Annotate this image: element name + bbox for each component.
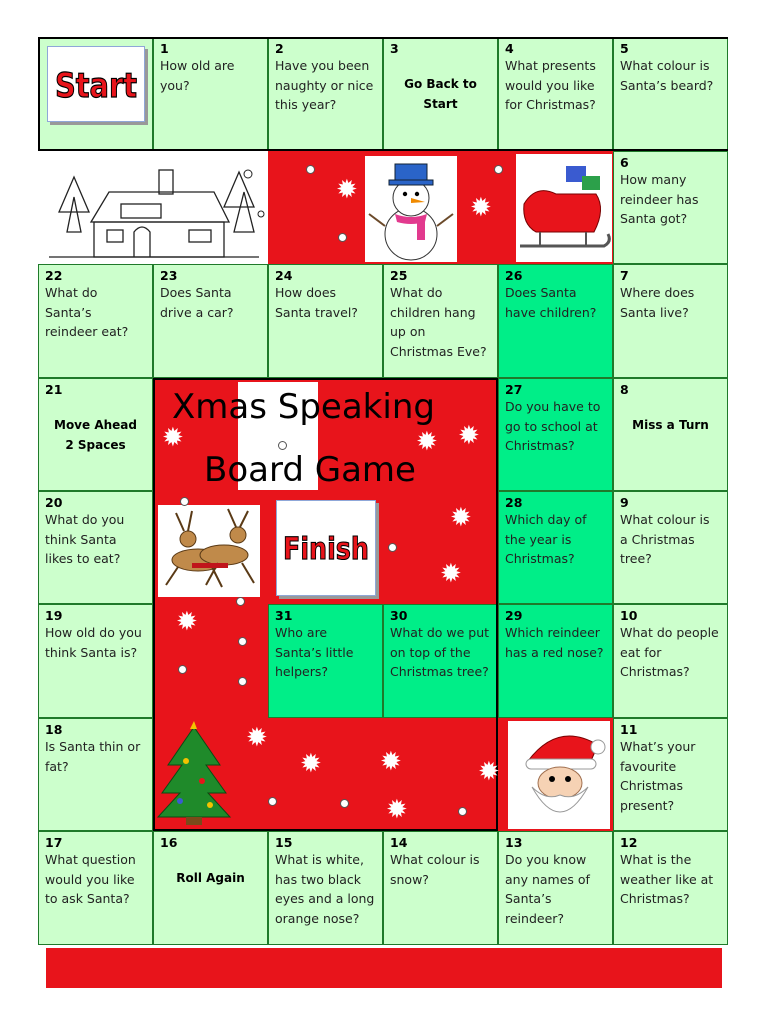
square-question: What is the weather like at Christmas?: [620, 852, 714, 906]
square-number: 31: [275, 608, 293, 623]
reindeer-image: [158, 505, 260, 597]
square-20[interactable]: [38, 491, 153, 604]
snow-dot: [238, 677, 247, 686]
square-question: What presents would you like for Christmas?: [505, 58, 596, 112]
square-question: Where does Santa live?: [620, 285, 695, 320]
square-31[interactable]: [268, 604, 383, 718]
square-number: 18: [45, 722, 63, 737]
square-24[interactable]: [268, 264, 383, 378]
square-17[interactable]: [38, 831, 153, 945]
square-2[interactable]: [268, 37, 383, 151]
square-22[interactable]: [38, 264, 153, 378]
square-15[interactable]: [268, 831, 383, 945]
square-number: 15: [275, 835, 293, 850]
snowflake-icon: ✹: [470, 193, 492, 223]
sleigh-image: [516, 154, 612, 262]
christmas-tree-icon: [156, 721, 232, 827]
title-line-2: Board Game: [204, 450, 416, 490]
snowflake-icon: ✹: [246, 723, 268, 753]
square-23[interactable]: [153, 264, 268, 378]
square-6[interactable]: [613, 151, 728, 264]
square-number: 23: [160, 268, 178, 283]
square-16[interactable]: [153, 831, 268, 945]
square-12[interactable]: [613, 831, 728, 945]
square-question: What do you think Santa likes to eat?: [45, 512, 125, 566]
square-30[interactable]: [383, 604, 498, 718]
snow-dot: [458, 807, 467, 816]
square-number: 4: [505, 41, 514, 56]
square-question: Does Santa drive a car?: [160, 285, 234, 320]
snowflake-icon: ✹: [450, 503, 472, 533]
square-28[interactable]: [498, 491, 613, 604]
square-number: 17: [45, 835, 63, 850]
start-square[interactable]: [38, 37, 153, 151]
snowflake-icon: ✹: [300, 749, 322, 779]
square-number: 7: [620, 268, 629, 283]
square-question: What do Santa’s reindeer eat?: [45, 285, 129, 339]
square-number: 14: [390, 835, 408, 850]
square-question: Have you been naughty or nice this year?: [275, 58, 374, 112]
square-7[interactable]: [613, 264, 728, 378]
square-number: 27: [505, 382, 523, 397]
snowman-image: [365, 156, 457, 262]
square-29[interactable]: [498, 604, 613, 718]
square-action: Go Back to Start: [404, 77, 477, 111]
square-number: 19: [45, 608, 63, 623]
square-number: 8: [620, 382, 629, 397]
square-10[interactable]: [613, 604, 728, 718]
square-question: What do children hang up on Christmas Eve?: [390, 285, 487, 359]
square-number: 13: [505, 835, 523, 850]
square-question: What colour is snow?: [390, 852, 480, 887]
square-question: What colour is a Christmas tree?: [620, 512, 710, 566]
square-question: Is Santa thin or fat?: [45, 739, 141, 774]
reindeer-icon: [158, 505, 260, 597]
snowflake-icon: ✹: [336, 175, 358, 205]
square-number: 1: [160, 41, 169, 56]
square-number: 11: [620, 722, 638, 737]
square-number: 20: [45, 495, 63, 510]
snow-dot: [388, 543, 397, 552]
square-4[interactable]: [498, 37, 613, 151]
square-number: 25: [390, 268, 408, 283]
house-image: [39, 152, 268, 263]
square-13[interactable]: [498, 831, 613, 945]
square-question: What question would you like to ask Santa?: [45, 852, 136, 906]
square-action: Move Ahead 2 Spaces: [54, 418, 137, 452]
square-number: 21: [45, 382, 63, 397]
square-18[interactable]: [38, 718, 153, 831]
square-question: How old do you think Santa is?: [45, 625, 142, 660]
snowman-icon: [365, 156, 457, 262]
snow-dot: [340, 799, 349, 808]
square-question: How does Santa travel?: [275, 285, 358, 320]
snow-dot: [306, 165, 315, 174]
square-9[interactable]: [613, 491, 728, 604]
start-label: Start: [55, 66, 137, 106]
square-number: 6: [620, 155, 629, 170]
santa-icon: [508, 721, 610, 829]
snowflake-icon: ✹: [478, 757, 500, 787]
house-icon: [39, 152, 268, 263]
snowflake-icon: ✹: [386, 795, 408, 825]
snow-dot: [180, 497, 189, 506]
red-center-lower: [153, 604, 268, 718]
square-19[interactable]: [38, 604, 153, 718]
snowflake-icon: ✹: [162, 423, 184, 453]
title-line-1: Xmas Speaking: [172, 387, 435, 427]
snow-dot: [494, 165, 503, 174]
square-11[interactable]: [613, 718, 728, 831]
square-question: Do you know any names of Santa’s reindeer?: [505, 852, 590, 926]
square-question: How old are you?: [160, 58, 235, 93]
square-27[interactable]: [498, 378, 613, 491]
square-number: 2: [275, 41, 284, 56]
santa-image: [508, 721, 610, 829]
snow-dot: [178, 665, 187, 674]
square-21[interactable]: [38, 378, 153, 491]
square-5[interactable]: [613, 37, 728, 151]
square-14[interactable]: [383, 831, 498, 945]
square-3[interactable]: [383, 37, 498, 151]
square-26[interactable]: [498, 264, 613, 378]
sleigh-icon: [516, 154, 612, 262]
square-number: 3: [390, 41, 399, 56]
square-question: What do people eat for Christmas?: [620, 625, 719, 679]
snowflake-icon: ✹: [416, 427, 438, 457]
square-number: 24: [275, 268, 293, 283]
finish-badge: [276, 500, 376, 596]
square-number: 9: [620, 495, 629, 510]
game-board: [38, 37, 728, 945]
square-number: 28: [505, 495, 523, 510]
snow-dot: [236, 597, 245, 606]
snowflake-icon: ✹: [458, 421, 480, 451]
square-number: 26: [505, 268, 523, 283]
start-logo: [48, 47, 144, 121]
square-question: Who are Santa’s little helpers?: [275, 625, 354, 679]
square-question: Does Santa have children?: [505, 285, 597, 320]
snowflake-icon: ✹: [176, 607, 198, 637]
square-number: 29: [505, 608, 523, 623]
finish-logo: [277, 501, 375, 595]
square-question: What’s your favourite Christmas present?: [620, 739, 696, 813]
square-question: What colour is Santa’s beard?: [620, 58, 714, 93]
snow-dot: [278, 441, 287, 450]
square-number: 22: [45, 268, 63, 283]
square-25[interactable]: [383, 264, 498, 378]
square-number: 5: [620, 41, 629, 56]
snow-dot: [268, 797, 277, 806]
square-number: 16: [160, 835, 178, 850]
tree-image: [156, 721, 232, 827]
square-1[interactable]: [153, 37, 268, 151]
square-question: Which day of the year is Christmas?: [505, 512, 587, 566]
square-number: 12: [620, 835, 638, 850]
square-question: What is white, has two black eyes and a long orange nose?: [275, 852, 375, 926]
square-8[interactable]: [613, 378, 728, 491]
square-question: What do we put on top of the Christmas tree?: [390, 625, 490, 679]
snow-dot: [338, 233, 347, 242]
snowflake-icon: ✹: [380, 747, 402, 777]
square-question: How many reindeer has Santa got?: [620, 172, 699, 226]
square-question: Do you have to go to school at Christmas?: [505, 399, 601, 453]
square-question: Which reindeer has a red nose?: [505, 625, 604, 660]
finish-label: Finish: [283, 532, 369, 567]
square-number: 30: [390, 608, 408, 623]
square-action: Roll Again: [176, 871, 245, 885]
square-number: 10: [620, 608, 638, 623]
bottom-red-bar: [46, 948, 722, 988]
snowflake-icon: ✹: [440, 559, 462, 589]
start-badge: [47, 46, 145, 122]
snow-dot: [238, 637, 247, 646]
square-action: Miss a Turn: [632, 418, 709, 432]
